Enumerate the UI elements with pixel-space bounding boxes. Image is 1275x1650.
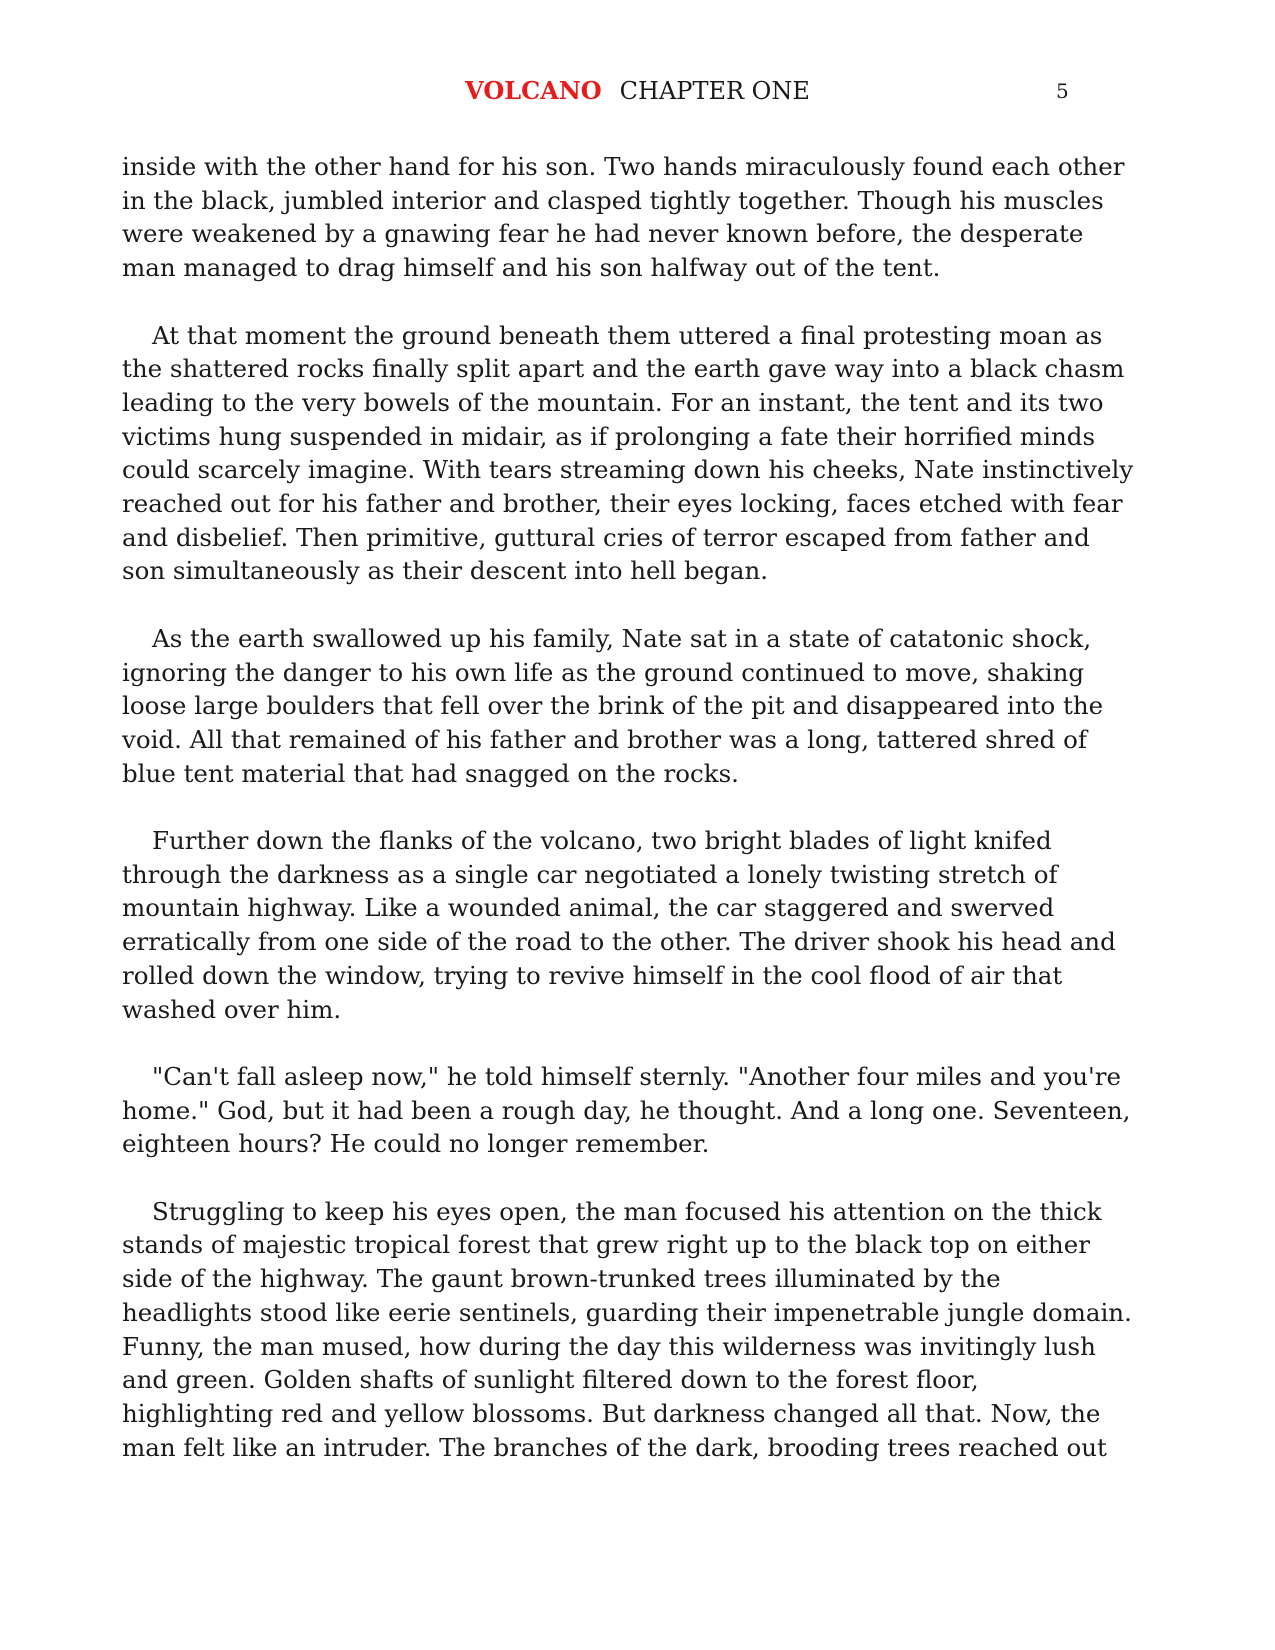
- page-number: 5: [1056, 79, 1069, 103]
- book-title: VOLCANO: [465, 76, 602, 105]
- paragraph-6: Struggling to keep his eyes open, the man focused his attention on the thick stands of majestic tropical forest that grew right up to the black top on either side of the highway. The gaunt brown-trunked trees illuminated by the headlights stood like eerie sentinels, guarding their impenetrable jungle domain. Funny, the man mused, how during the day this wilderness was invitingly lush and green. Golden shafts of sunlight filtered down to the forest floor, highlighting red and yellow blossoms. But darkness changed all that. Now, the man felt like an intruder. The branches of the dark, brooding trees reached out: [122, 1196, 1132, 1462]
- chapter-title: CHAPTER ONE: [619, 77, 810, 105]
- paragraph-5: "Can't fall asleep now," he told himself sternly. "Another four miles and you're home." God, but it had been a rough day, he thought. And a long one. Seventeen, eighteen hours? He could no longer remember.: [122, 1061, 1131, 1159]
- paragraph-4: Further down the flanks of the volcano, two bright blades of light knifed through the darkness as a single car negotiated a lonely twisting stretch of mountain highway. Like a wounded animal, the car staggered and swerved erratically from one side of the road to the other. The driver shook his head and rolled down the window, trying to revive himself in the cool flood of air that washed over him.: [122, 826, 1116, 1024]
- running-header: [0, 76, 1275, 106]
- body-text: [122, 150, 1134, 1464]
- paragraph-3: As the earth swallowed up his family, Nate sat in a state of catatonic shock, ignoring the danger to his own life as the ground continued to move, shaking loose large boulders that fell over the brink of the pit and disappeared into the void. All that remained of his father and brother was a long, tattered shred of blue tent material that had snagged on the rocks.: [122, 623, 1104, 788]
- paragraph-2: At that moment the ground beneath them uttered a final protesting moan as the shattered rocks finally split apart and the earth gave way into a black chasm leading to the very bowels of the mountain. For an instant, the tent and its two victims hung suspended in midair, as if prolonging a fate their horrified minds could scarcely imagine. With tears streaming down his cheeks, Nate instinctively reached out for his father and brother, their eyes locking, faces etched with fear and disbelief. Then primitive, guttural cries of terror escaped from father and son simultaneously as their descent into hell began.: [122, 320, 1134, 586]
- paragraph-1: inside with the other hand for his son. Two hands miraculously found each other in the black, jumbled interior and clasped tightly together. Though his muscles were weakened by a gnawing fear he had never known before, the desperate man managed to drag himself and his son halfway out of the tent.: [122, 152, 1125, 283]
